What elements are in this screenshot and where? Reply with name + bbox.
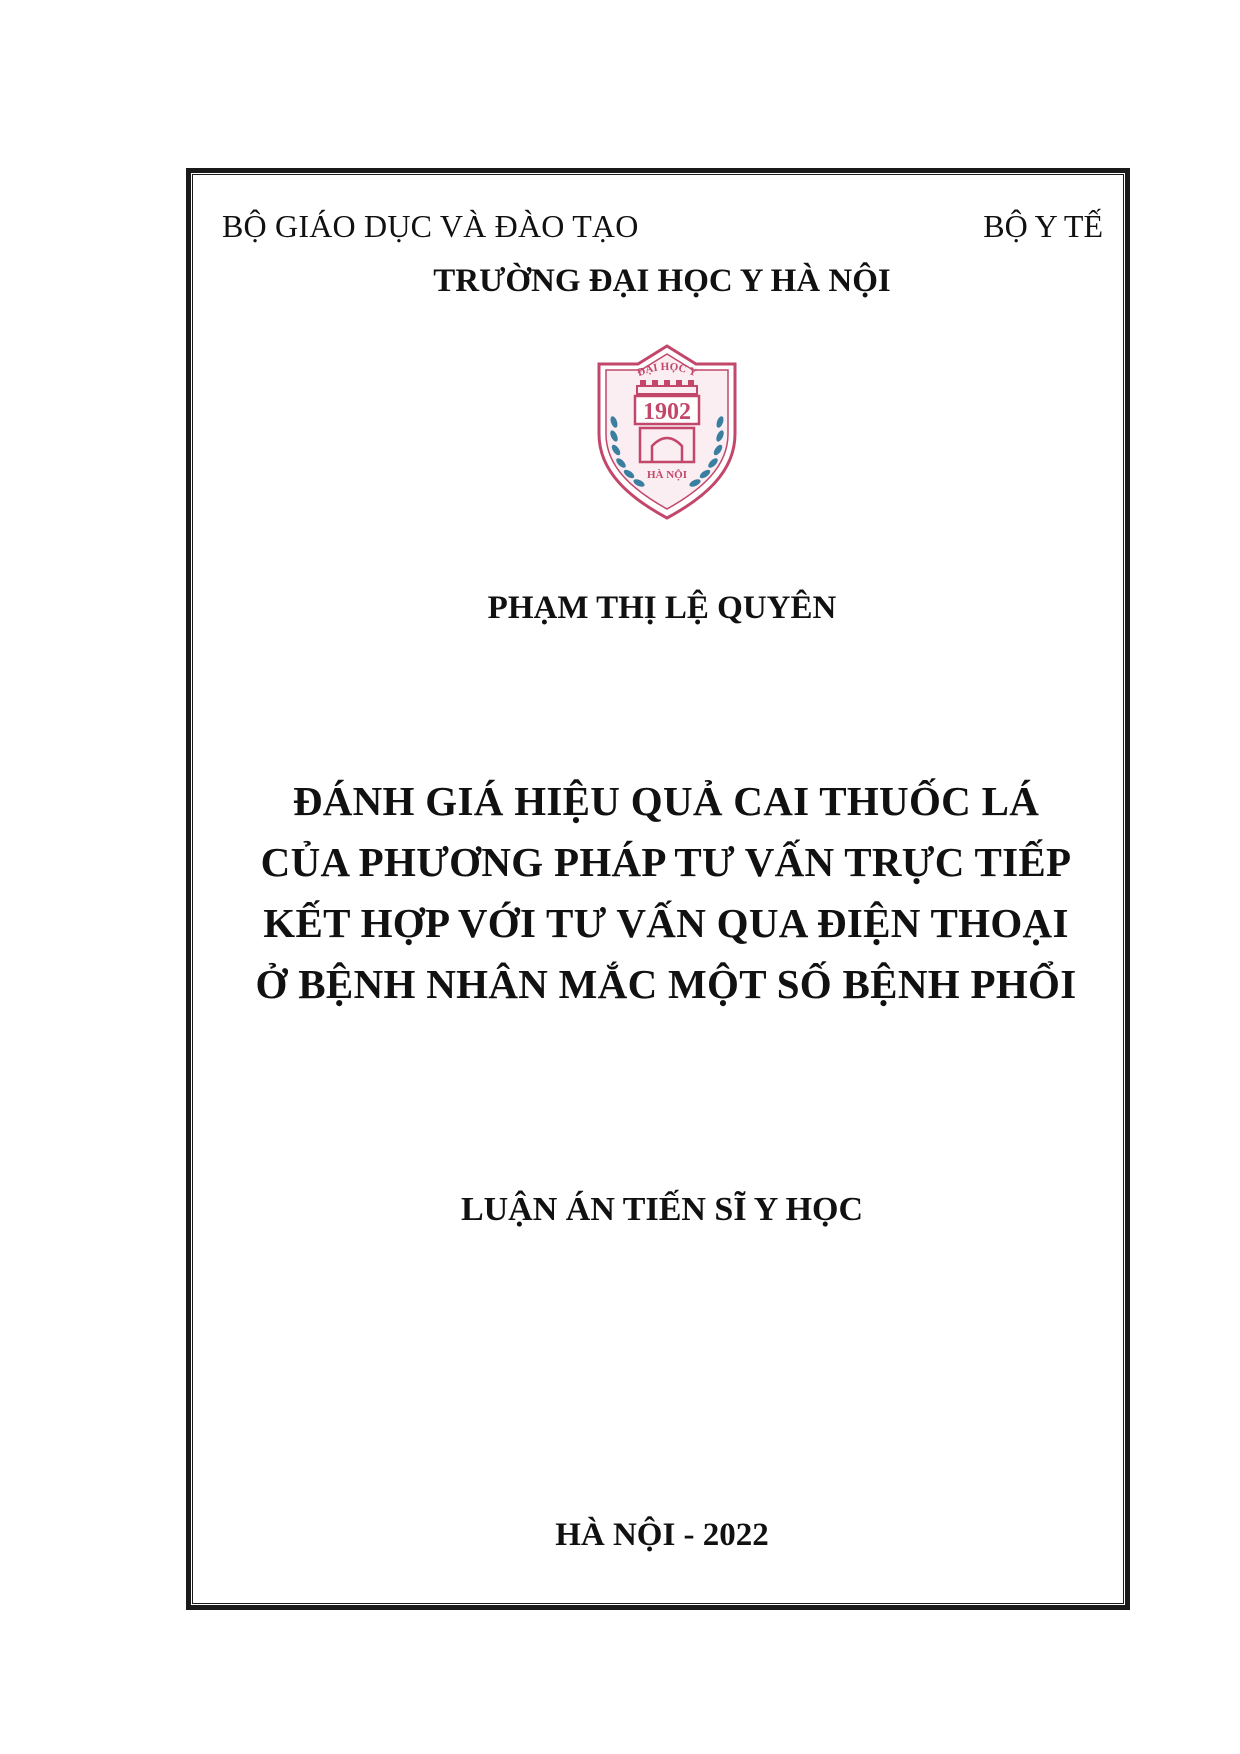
author-name: PHẠM THỊ LỆ QUYÊN <box>487 590 837 626</box>
university-logo-icon <box>592 342 742 522</box>
logo-bottom-text: HÀ NỘI <box>646 469 688 481</box>
degree-type: LUẬN ÁN TIẾN SĨ Y HỌC <box>460 1191 864 1228</box>
thesis-title-line: KẾT HỢP VỚI TƯ VẤN QUA ĐIỆN THOẠI <box>263 900 1069 946</box>
thesis-title-line: Ở BỆNH NHÂN MẮC MỘT SỐ BỆNH PHỔI <box>255 961 1077 1007</box>
university-name: TRƯỜNG ĐẠI HỌC Y HÀ NỘI <box>433 263 891 299</box>
place-and-year: HÀ NỘI - 2022 <box>555 1517 769 1553</box>
logo-top-text: ĐẠI HỌC Y <box>635 360 699 380</box>
thesis-title-line: CỦA PHƯƠNG PHÁP TƯ VẤN TRỰC TIẾP <box>260 839 1072 885</box>
logo-year-text: 1902 <box>643 399 691 425</box>
ministry-education-label: BỘ GIÁO DỤC VÀ ĐÀO TẠO <box>222 208 639 244</box>
thesis-title <box>206 771 1126 1015</box>
thesis-title-line: ĐÁNH GIÁ HIỆU QUẢ CAI THUỐC LÁ <box>292 778 1040 824</box>
ministry-health-label: BỘ Y TẾ <box>983 208 1103 244</box>
